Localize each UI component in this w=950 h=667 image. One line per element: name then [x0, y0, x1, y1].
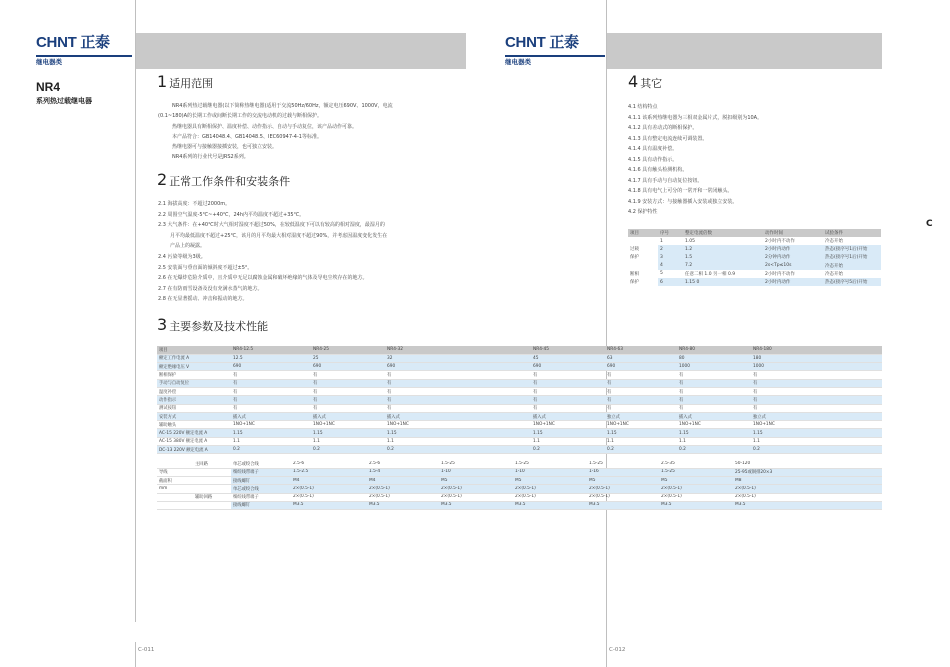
column-header: 整定电流倍数 [683, 229, 763, 237]
table-row [157, 387, 882, 395]
table-cell: 0.2 [385, 446, 531, 454]
cell-time: 2小时内动作 [763, 245, 823, 253]
wiring-values [231, 476, 882, 484]
table-cell: 0.2 [605, 446, 677, 454]
table-cell: 1.1 [751, 437, 882, 445]
table-cell: 32 [385, 354, 531, 362]
table-cell: 有 [231, 396, 311, 404]
table-cell: 有 [751, 396, 882, 404]
table-cell: 有 [531, 379, 605, 387]
wiring-values [231, 485, 882, 493]
section-4-title [628, 72, 662, 91]
cell-mult: 7.2 [683, 262, 763, 270]
table-cell: 690 [531, 363, 605, 371]
table-cell: 有 [677, 396, 751, 404]
table-cell: M8 [735, 477, 742, 483]
table-cell: 2×(0.5-1) [515, 485, 536, 491]
list-item: 4.1.1 该系列热继电器为三相双金属片式，脱扣级别为10A。 [628, 114, 763, 121]
row-sublabel: 细绞线带端子 [233, 495, 259, 501]
list-item: 4.1.4 具有温度补偿。 [628, 146, 678, 152]
table-header-row [157, 346, 882, 354]
paragraph-line: 热继电器具有断相保护、温度补偿、动作指示、自动与手动复位，该产品动作可靠。 [172, 123, 358, 130]
table-cell: 1.1 [231, 437, 311, 445]
section-title-text: 适用范围 [169, 77, 214, 90]
table-row [157, 396, 882, 404]
section-1-title [157, 72, 213, 91]
cell-mult: 1.05 [685, 238, 696, 244]
table-row [157, 421, 882, 429]
section-number: 3 [157, 315, 168, 334]
table-cell: 插入式 [385, 412, 531, 420]
page-number-right: C-012 [609, 647, 626, 653]
page-number-rule-left [135, 644, 136, 654]
section-4-body [628, 102, 762, 218]
left-page-divider [135, 0, 136, 622]
row-sublabel: 单芯或绞合线 [233, 486, 259, 492]
table-cell: 有 [311, 371, 385, 379]
table-cell: 插入式 [677, 412, 751, 420]
section-1-body [158, 101, 393, 163]
category-label: 继电器类 [36, 58, 62, 66]
table-cell: 1.5-25 [441, 460, 455, 466]
table-cell: 2×(0.5-1) [515, 494, 536, 500]
row-label: 断相保护 [157, 371, 231, 379]
table-cell: 45 [531, 354, 605, 362]
cell-time: 2s<Tp≤10s [763, 262, 823, 270]
list-item: 产品上的凝露。 [170, 243, 206, 250]
table-cell: 1.1 [531, 437, 605, 445]
table-row [157, 371, 882, 379]
wiring-row [157, 485, 882, 493]
row-label: DC-13 220V 额定电流 A [157, 446, 231, 454]
table-cell: 有 [605, 387, 677, 395]
table-cell: 1.5-25 [589, 460, 603, 466]
row-label: 安装方式 [157, 412, 231, 420]
circuit-label [193, 501, 231, 509]
list-item: 月平均最低温度不超过+25℃，该月的月平均最大相对湿度不超过90%，并考虑因温度变化发生在 [170, 232, 388, 239]
table-cell: 0.2 [751, 446, 882, 454]
table-cell: 1NO+1NC [677, 421, 751, 429]
wiring-values [231, 468, 882, 476]
list-item: 4.1.7 具有手动与自动复位按钮。 [628, 177, 703, 184]
table-cell: 有 [231, 379, 311, 387]
header-bar-right [607, 33, 882, 69]
wiring-values [231, 460, 882, 468]
circuit-label [193, 485, 231, 493]
cell-group: 保护 [630, 280, 639, 286]
table-cell: 2×(0.5-1) [369, 494, 390, 500]
table-cell: 1000 [677, 363, 751, 371]
table-cell: M3.5 [441, 502, 452, 508]
cell-cond: 冷态开始 [823, 262, 881, 270]
table-cell: 插入式 [531, 412, 605, 420]
wire-section-label [157, 493, 193, 501]
column-header: NR4-80 [677, 346, 751, 354]
row-label: 额定工作电流 A [157, 354, 231, 362]
section-title-text: 其它 [640, 77, 663, 90]
table-cell: 1-10 [515, 469, 525, 475]
list-item: 2.7 在有防雨雪设备及没有充满水蒸气的地方。 [158, 285, 263, 292]
table-cell: 2.5-6 [293, 460, 305, 466]
table-cell: M5 [589, 477, 596, 483]
table-cell: 有 [311, 404, 385, 412]
brand-logo: CHNT 正泰 [36, 34, 110, 51]
table-cell: 1NO+1NC [231, 421, 311, 429]
table-cell: 有 [677, 379, 751, 387]
wiring-row [157, 460, 882, 468]
list-item: 2.1 海拔高度：不超过2000m。 [158, 201, 231, 207]
circuit-label: 辅助回路 [193, 493, 231, 501]
table-cell: 1.15 [677, 429, 751, 437]
table-row [157, 379, 882, 387]
row-sublabel: 接线螺钉 [233, 478, 251, 484]
table-cell: 1.15 [385, 429, 531, 437]
table-cell: M3.5 [661, 502, 672, 508]
row-label: 手动与自动复位 [157, 379, 231, 387]
table-cell: 1.15 [311, 429, 385, 437]
table-cell: 有 [605, 404, 677, 412]
table-cell: 25-95或铜排20×3 [735, 470, 773, 476]
list-item: 2.8 在无显著摇动、冲击和振动的地方。 [158, 296, 248, 303]
table-cell: 180 [751, 354, 882, 362]
table-cell: 1.5-25 [515, 460, 529, 466]
table-row [157, 354, 882, 362]
paragraph-line: NR4系列的行业代号是JRS2系列。 [172, 154, 249, 161]
table-row [157, 429, 882, 437]
cell-no: 1 [660, 238, 663, 244]
table-cell: 有 [385, 379, 531, 387]
table-cell: 有 [311, 379, 385, 387]
cell-mult: 1.15 0 [683, 278, 763, 286]
column-header: 动作时间 [763, 229, 823, 237]
table-cell: M4 [293, 477, 300, 483]
table-cell: 1.5-2.5 [293, 469, 309, 475]
table-cell: 有 [605, 379, 677, 387]
table-cell: 有 [385, 396, 531, 404]
cell-time: 2小时内不动作 [765, 271, 795, 277]
table-header-row [628, 229, 881, 237]
table-cell: 插入式 [311, 412, 385, 420]
table-cell: M5 [441, 477, 448, 483]
cell-group: 过载 [630, 247, 639, 253]
section-number: 4 [628, 72, 639, 91]
cell-mult: 1.2 [683, 245, 763, 253]
list-item: 4.1.3 具有整定电流连续可调装置。 [628, 135, 708, 142]
list-item: 2.2 周围空气温度-5℃~+40℃，24h内平均温度不超过+35℃。 [158, 211, 305, 218]
list-item: 4.1 结构特点 [628, 104, 658, 110]
table-row [157, 363, 882, 371]
wire-section-label: 导线 [157, 468, 193, 476]
row-label: 温度补偿 [157, 387, 231, 395]
cell-cond: 冷态开始 [825, 239, 843, 245]
cell-cond: 热态(接序号1后)开始 [823, 253, 881, 261]
table-cell: 有 [605, 396, 677, 404]
product-name: 系列热过载继电器 [36, 97, 92, 105]
table-cell: 1000 [751, 363, 882, 371]
row-sublabel: 接线螺钉 [233, 503, 251, 509]
list-item: 2.6 在无爆炸危险介质中，且介质中无足以腐蚀金属和破坏绝缘的气体及导电尘埃存在的地方。 [158, 275, 368, 282]
wiring-values [231, 501, 882, 509]
cell-no: 6 [658, 278, 683, 286]
table-cell: M3.5 [589, 502, 600, 508]
table-cell: 有 [531, 404, 605, 412]
table-cell: 有 [677, 371, 751, 379]
table-row [628, 237, 881, 245]
cell-no: 4 [658, 262, 683, 270]
table-cell: 80 [677, 354, 751, 362]
table-cell: 2×(0.5-1) [441, 494, 462, 500]
section-title-text: 主要参数及技术性能 [169, 320, 269, 333]
row-label: 测试按钮 [157, 404, 231, 412]
column-header: NR4-45 [531, 346, 605, 354]
table-cell: 1.1 [605, 437, 677, 445]
table-cell: 2×(0.5-1) [661, 494, 682, 500]
row-label: 额定绝缘电压 V [157, 363, 231, 371]
table-cell: 有 [311, 396, 385, 404]
row-label: AC-15 380V 额定电流 A [157, 437, 231, 445]
table-cell: 1NO+1NC [751, 421, 882, 429]
cell-group: 断相 [630, 271, 639, 277]
list-item: 2.3 大气条件：在+40℃时大气相对湿度不超过50%，在较低温度下可以有较高的相对湿度，最湿月的 [158, 222, 385, 229]
table-cell: 63 [605, 354, 677, 362]
table-cell: 有 [751, 387, 882, 395]
table-cell: 1NO+1NC [311, 421, 385, 429]
table-cell: 1NO+1NC [385, 421, 531, 429]
table-cell: 2×(0.5-1) [441, 485, 462, 491]
parameter-table [157, 346, 882, 510]
column-header: 项目 [628, 229, 658, 237]
list-item: 2.4 污染等级为3级。 [158, 253, 206, 260]
header-bar-left [136, 33, 466, 69]
table-cell: 独立式 [751, 412, 882, 420]
table-cell: 1NO+1NC [531, 421, 605, 429]
product-code: NR4 [36, 80, 61, 94]
wire-section-label [157, 460, 193, 468]
table-cell: M3.5 [515, 502, 526, 508]
table-row [628, 278, 881, 286]
column-header: 试验条件 [823, 229, 881, 237]
table-cell: 有 [531, 371, 605, 379]
table-row [157, 446, 882, 454]
table-cell: 有 [677, 387, 751, 395]
table-cell: 0.2 [677, 446, 751, 454]
table-cell: 25 [311, 354, 385, 362]
row-label: 动作指示 [157, 396, 231, 404]
paragraph-line: NR4系列热过载继电器(以下简称热继电器)适用于交流50Hz/60Hz，额定电压690V、1000V，电流 [172, 103, 393, 109]
table-row [628, 245, 881, 253]
list-item: 4.1.5 具有动作指示。 [628, 156, 678, 163]
circuit-label: 主回路 [193, 460, 231, 468]
table-cell: M3.5 [735, 502, 746, 508]
side-marker: C [926, 219, 933, 229]
paragraph-line: (0.1~180)A的长期工作或间断长期工作的交流电动机的过载与断相保护。 [158, 113, 323, 120]
column-header: NR4-12.5 [231, 346, 311, 354]
wire-section-label [157, 501, 193, 509]
wiring-row [157, 476, 882, 484]
table-row [628, 270, 881, 278]
list-item: 2.5 安装面与垂直面的倾斜度不超过±5°。 [158, 264, 253, 271]
table-cell: 有 [311, 387, 385, 395]
cell-cond: 冷态开始 [825, 271, 843, 277]
table-cell: 有 [385, 371, 531, 379]
table-cell: 2×(0.5-1) [293, 485, 314, 491]
cell-cond: 热态(接序号1后)开始 [823, 245, 881, 253]
list-item: 4.1.2 具有差动式的断相保护。 [628, 125, 698, 131]
cell-time: 2分钟内动作 [763, 253, 823, 261]
table-cell: 有 [231, 404, 311, 412]
table-row [628, 253, 881, 261]
table-cell: 有 [231, 371, 311, 379]
table-cell: 50-120 [735, 460, 751, 466]
section-number: 2 [157, 170, 168, 189]
table-cell: 0.2 [531, 446, 605, 454]
table-cell: 2×(0.5-1) [735, 494, 756, 500]
paragraph-line: 本产品符合：GB14048.4、GB14048.5、IEC60947-4-1等标准。 [172, 133, 322, 140]
table-cell: 2×(0.5-1) [661, 485, 682, 491]
column-header: 项目 [157, 346, 231, 354]
row-sublabel: 单芯或绞合线 [233, 461, 259, 467]
table-cell: 2×(0.5-1) [589, 485, 610, 491]
table-cell: 690 [385, 363, 531, 371]
table-cell: 有 [231, 387, 311, 395]
table-cell: 插入式 [231, 412, 311, 420]
table-cell: 0.2 [231, 446, 311, 454]
table-cell: 1.15 [751, 429, 882, 437]
table-cell: 有 [385, 404, 531, 412]
paragraph-line: 热继电器可与接触器接插安装，也可独立安装。 [172, 144, 278, 151]
cell-mult: 1.5 [683, 253, 763, 261]
table-cell: 0.2 [311, 446, 385, 454]
row-sublabel: 细绞线带端子 [233, 470, 259, 476]
table-cell: 有 [751, 404, 882, 412]
table-cell: 1.5-4 [369, 469, 381, 475]
table-cell: 2×(0.5-1) [369, 485, 390, 491]
circuit-label [193, 468, 231, 476]
table-cell: 2×(0.5-1) [293, 494, 314, 500]
table-cell: 1-10 [441, 469, 451, 475]
section-2-body [158, 199, 387, 305]
table-cell: M5 [515, 477, 522, 483]
table-cell: 1NO+1NC [605, 421, 677, 429]
table-cell: 690 [231, 363, 311, 371]
row-label: 辅助触头 [157, 421, 231, 429]
page-number-left: C-011 [138, 647, 155, 653]
brand-logo-right: CHNT 正泰 [505, 34, 579, 51]
table-cell: 有 [531, 387, 605, 395]
list-item: 4.1.6 具有触头检测机构。 [628, 167, 688, 173]
table-cell: 2×(0.5-1) [589, 494, 610, 500]
table-row [628, 262, 881, 270]
table-cell: 有 [605, 371, 677, 379]
section-number: 1 [157, 72, 168, 91]
protection-table [628, 229, 881, 286]
table-row [157, 404, 882, 412]
table-cell: 1.15 [231, 429, 311, 437]
category-label-right: 继电器类 [505, 58, 531, 66]
table-cell: M3.5 [369, 502, 380, 508]
center-page-divider [606, 0, 607, 667]
cell-time: 2小时内不动作 [765, 239, 795, 245]
cell-group [628, 237, 658, 245]
table-cell: 1.1 [677, 437, 751, 445]
list-item: 4.1.9 安装方式：与接触器插入安装或独立安装。 [628, 198, 738, 205]
wiring-row [157, 493, 882, 501]
cell-time: 2小时内动作 [763, 278, 823, 286]
table-cell: 有 [385, 387, 531, 395]
table-cell: 2×(0.5-1) [735, 485, 756, 491]
table-cell: 1.15 [531, 429, 605, 437]
table-cell: 2.5-35 [661, 460, 675, 466]
cell-no: 3 [658, 253, 683, 261]
list-item: 4.1.8 具有电气上可分的一常开和一常闭触头。 [628, 188, 733, 194]
table-cell: 690 [605, 363, 677, 371]
table-row [157, 437, 882, 445]
table-cell: 有 [751, 379, 882, 387]
cell-group [628, 262, 658, 270]
circuit-label [193, 476, 231, 484]
section-title-text: 正常工作条件和安装条件 [169, 175, 291, 188]
wire-section-label: 截面积 [157, 476, 193, 484]
cell-no: 2 [658, 245, 683, 253]
wiring-values [231, 493, 882, 501]
table-cell: 有 [677, 404, 751, 412]
table-cell: M3.5 [293, 502, 304, 508]
table-cell: 690 [311, 363, 385, 371]
section-2-title [157, 170, 290, 189]
table-cell: 独立式 [605, 412, 677, 420]
table-cell: 1.5-25 [661, 469, 675, 475]
wiring-row [157, 468, 882, 476]
cell-group: 保护 [630, 255, 639, 261]
table-cell: 1-16 [589, 469, 599, 475]
table-cell: 1.1 [385, 437, 531, 445]
row-label: AC-15 220V 额定电流 A [157, 429, 231, 437]
cell-cond: 热态(接序号5后)开始 [823, 278, 881, 286]
list-item: 4.2 保护特性 [628, 209, 658, 215]
column-header: NR4-32 [385, 346, 531, 354]
table-cell: 1.1 [311, 437, 385, 445]
table-row [157, 412, 882, 420]
column-header: 序号 [658, 229, 683, 237]
table-cell: 有 [751, 371, 882, 379]
column-header: NR4-180 [751, 346, 882, 354]
column-header: NR4-25 [311, 346, 385, 354]
table-cell: 2.5-6 [369, 460, 381, 466]
table-cell: M5 [661, 477, 668, 483]
wiring-row [157, 501, 882, 509]
table-cell: 1.15 [605, 429, 677, 437]
table-cell: M4 [369, 477, 376, 483]
section-3-title [157, 315, 268, 334]
table-cell: 12.5 [231, 354, 311, 362]
wire-section-label: mm [157, 485, 193, 493]
cell-no: 5 [660, 271, 663, 277]
table-cell: 有 [531, 396, 605, 404]
cell-mult: 任意二相 1.0 另一相 0.9 [685, 271, 736, 277]
column-header: NR4-63 [605, 346, 677, 354]
